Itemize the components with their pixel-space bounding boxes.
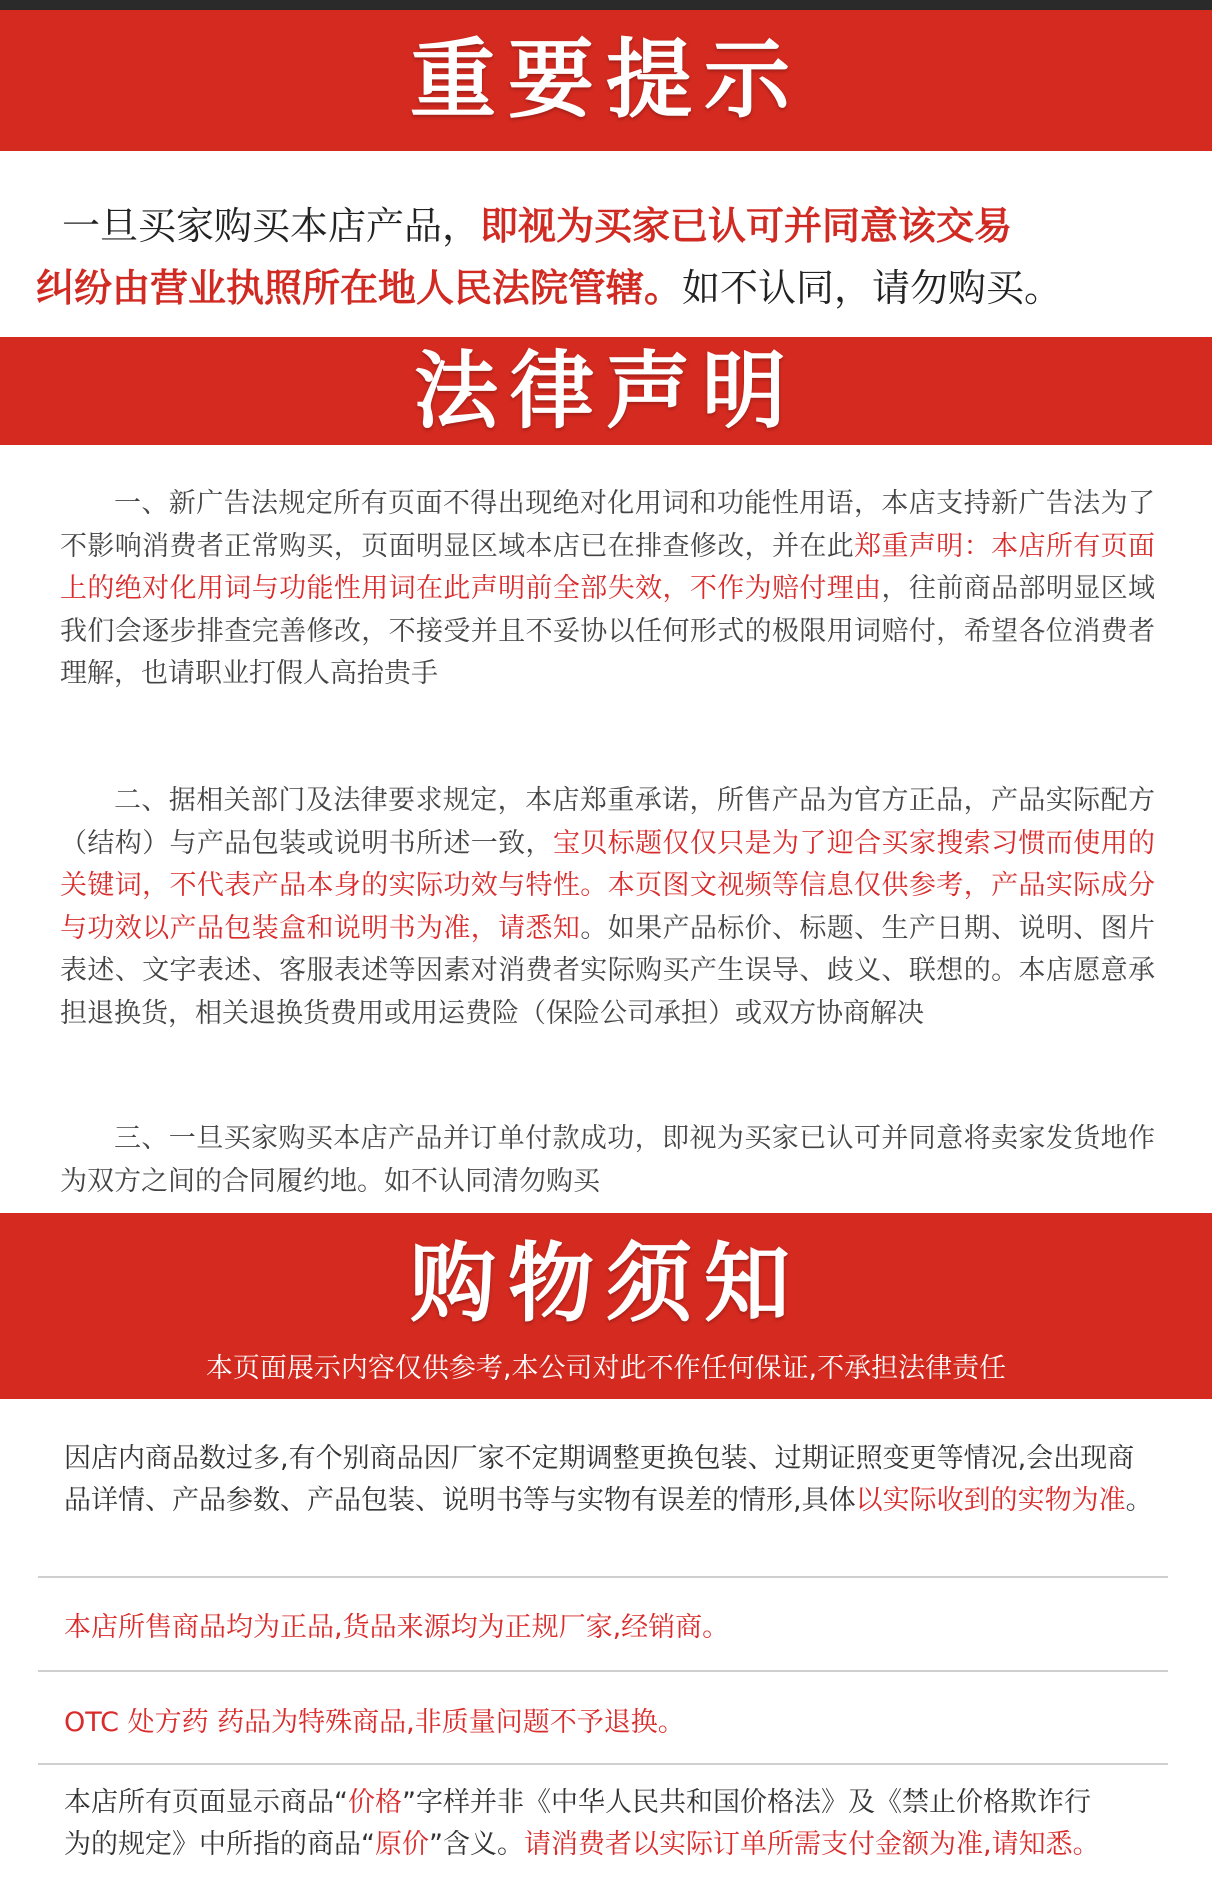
shopping-item-1-end: 。 bbox=[1125, 1485, 1153, 1516]
notice-line-1-plain: 一旦买家购买本店产品， bbox=[62, 204, 481, 248]
legal-p1-text-c: ，往前商品部明显区域我们会逐步排查完善修改，不接受并且不妥协以任何形式的极限用词赔付，希望各位消费者理解，也请职业打假人高抬贵手 bbox=[60, 573, 1156, 689]
top-strip bbox=[0, 0, 1212, 10]
legal-p3-text: 三、一旦买家购买本店产品并订单付款成功，即视为买家已认可并同意将卖家发货地作为双方之间的合同履约地。如不认同清勿购买 bbox=[60, 1123, 1155, 1197]
legal-p2-text-red: 宝贝标题仅仅只是为了迎合买家搜索习惯而使用的关键词，不代表产品本身的实际功效与特性。本页图文视频等信息仅供参考，产品实际成分与功效以产品包装盒和说明书为准，请悉知 bbox=[60, 827, 1156, 944]
divider-1 bbox=[38, 1576, 1168, 1578]
legal-paragraph-1 bbox=[60, 483, 1155, 696]
legal-header-band bbox=[0, 337, 1212, 445]
shopping-header-band bbox=[0, 1213, 1212, 1399]
notice-line-2-red: 纠纷由营业执照所在地人民法院管辖。 bbox=[36, 266, 683, 310]
shopping-subtitle: 本页面展示内容仅供参考,本公司对此不作任何保证,不承担法律责任 bbox=[205, 1353, 1007, 1384]
notice-header-band bbox=[0, 10, 1212, 151]
shopping-item-3: OTC 处方药 药品为特殊商品,非质量问题不予退换。 bbox=[64, 1707, 685, 1738]
shopping-item-4-red-note: 请消费者以实际订单所需支付金额为准,请知悉。 bbox=[524, 1829, 1100, 1860]
shopping-item-4-price: 价格 bbox=[348, 1787, 402, 1818]
shopping-item-4-text-c: ”字样并非《中华人民共和国价格法》及《禁止价格欺诈行为的规定》中所指的商品“ bbox=[64, 1787, 1091, 1860]
legal-p2-text-a: 二、据相关部门及法律要求规定，本店郑重承诺，所售产品为官方正品，产品实际配方（结构）与产品包装或说明书所述一致， bbox=[60, 785, 1155, 859]
shopping-item-1-text: 因店内商品数过多,有个别商品因厂家不定期调整更换包装、过期证照变更等情况,会出现商品详情、产品参数、产品包装、说明书等与实物有误差的情形,具体 bbox=[64, 1443, 1135, 1516]
shopping-item-4-text-e: ”含义。 bbox=[429, 1829, 524, 1860]
notice-line-2 bbox=[36, 262, 1062, 314]
legal-p2-text-c: 。如果产品标价、标题、生产日期、说明、图片表述、文字表述、客服表述等因素对消费者实际购买产生误导、歧义、联想的。本店愿意承担退换货，相关退换货费用或用运费险（保险公司承担）或双方协商解决 bbox=[60, 912, 1156, 1029]
legal-paragraph-2 bbox=[60, 780, 1155, 1035]
shopping-item-1-red: 以实际收到的实物为准 bbox=[855, 1485, 1126, 1516]
divider-2 bbox=[38, 1670, 1168, 1672]
shopping-item-4 bbox=[64, 1782, 1114, 1866]
shopping-item-2: 本店所售商品均为正品,货品来源均为正规厂家,经销商。 bbox=[64, 1612, 730, 1643]
legal-p1-text-a: 一、新广告法规定所有页面不得出现绝对化用词和功能性用语，本店支持新广告法为了不影响消费者正常购买，页面明显区域本店已在排查修改，并在此 bbox=[60, 488, 1155, 562]
notice-line-1 bbox=[62, 200, 1012, 252]
legal-paragraph-3 bbox=[60, 1118, 1155, 1203]
notice-line-1-red: 即视为买家已认可并同意该交易 bbox=[480, 204, 1013, 248]
shopping-title: 购物须知 bbox=[410, 1234, 802, 1334]
notice-line-2-plain: 如不认同，请勿购买。 bbox=[682, 266, 1063, 310]
legal-title: 法律声明 bbox=[413, 342, 798, 440]
notice-title: 重要提示 bbox=[410, 30, 802, 130]
legal-p1-text-red: 郑重声明：本店所有页面上的绝对化用词与功能性用词在此声明前全部失效，不作为赔付理由 bbox=[60, 530, 1156, 604]
shopping-item-1 bbox=[64, 1438, 1154, 1522]
divider-3 bbox=[38, 1763, 1168, 1765]
shopping-item-4-original-price: 原价 bbox=[375, 1829, 429, 1860]
shopping-item-4-text-a: 本店所有页面显示商品“ bbox=[64, 1787, 348, 1818]
